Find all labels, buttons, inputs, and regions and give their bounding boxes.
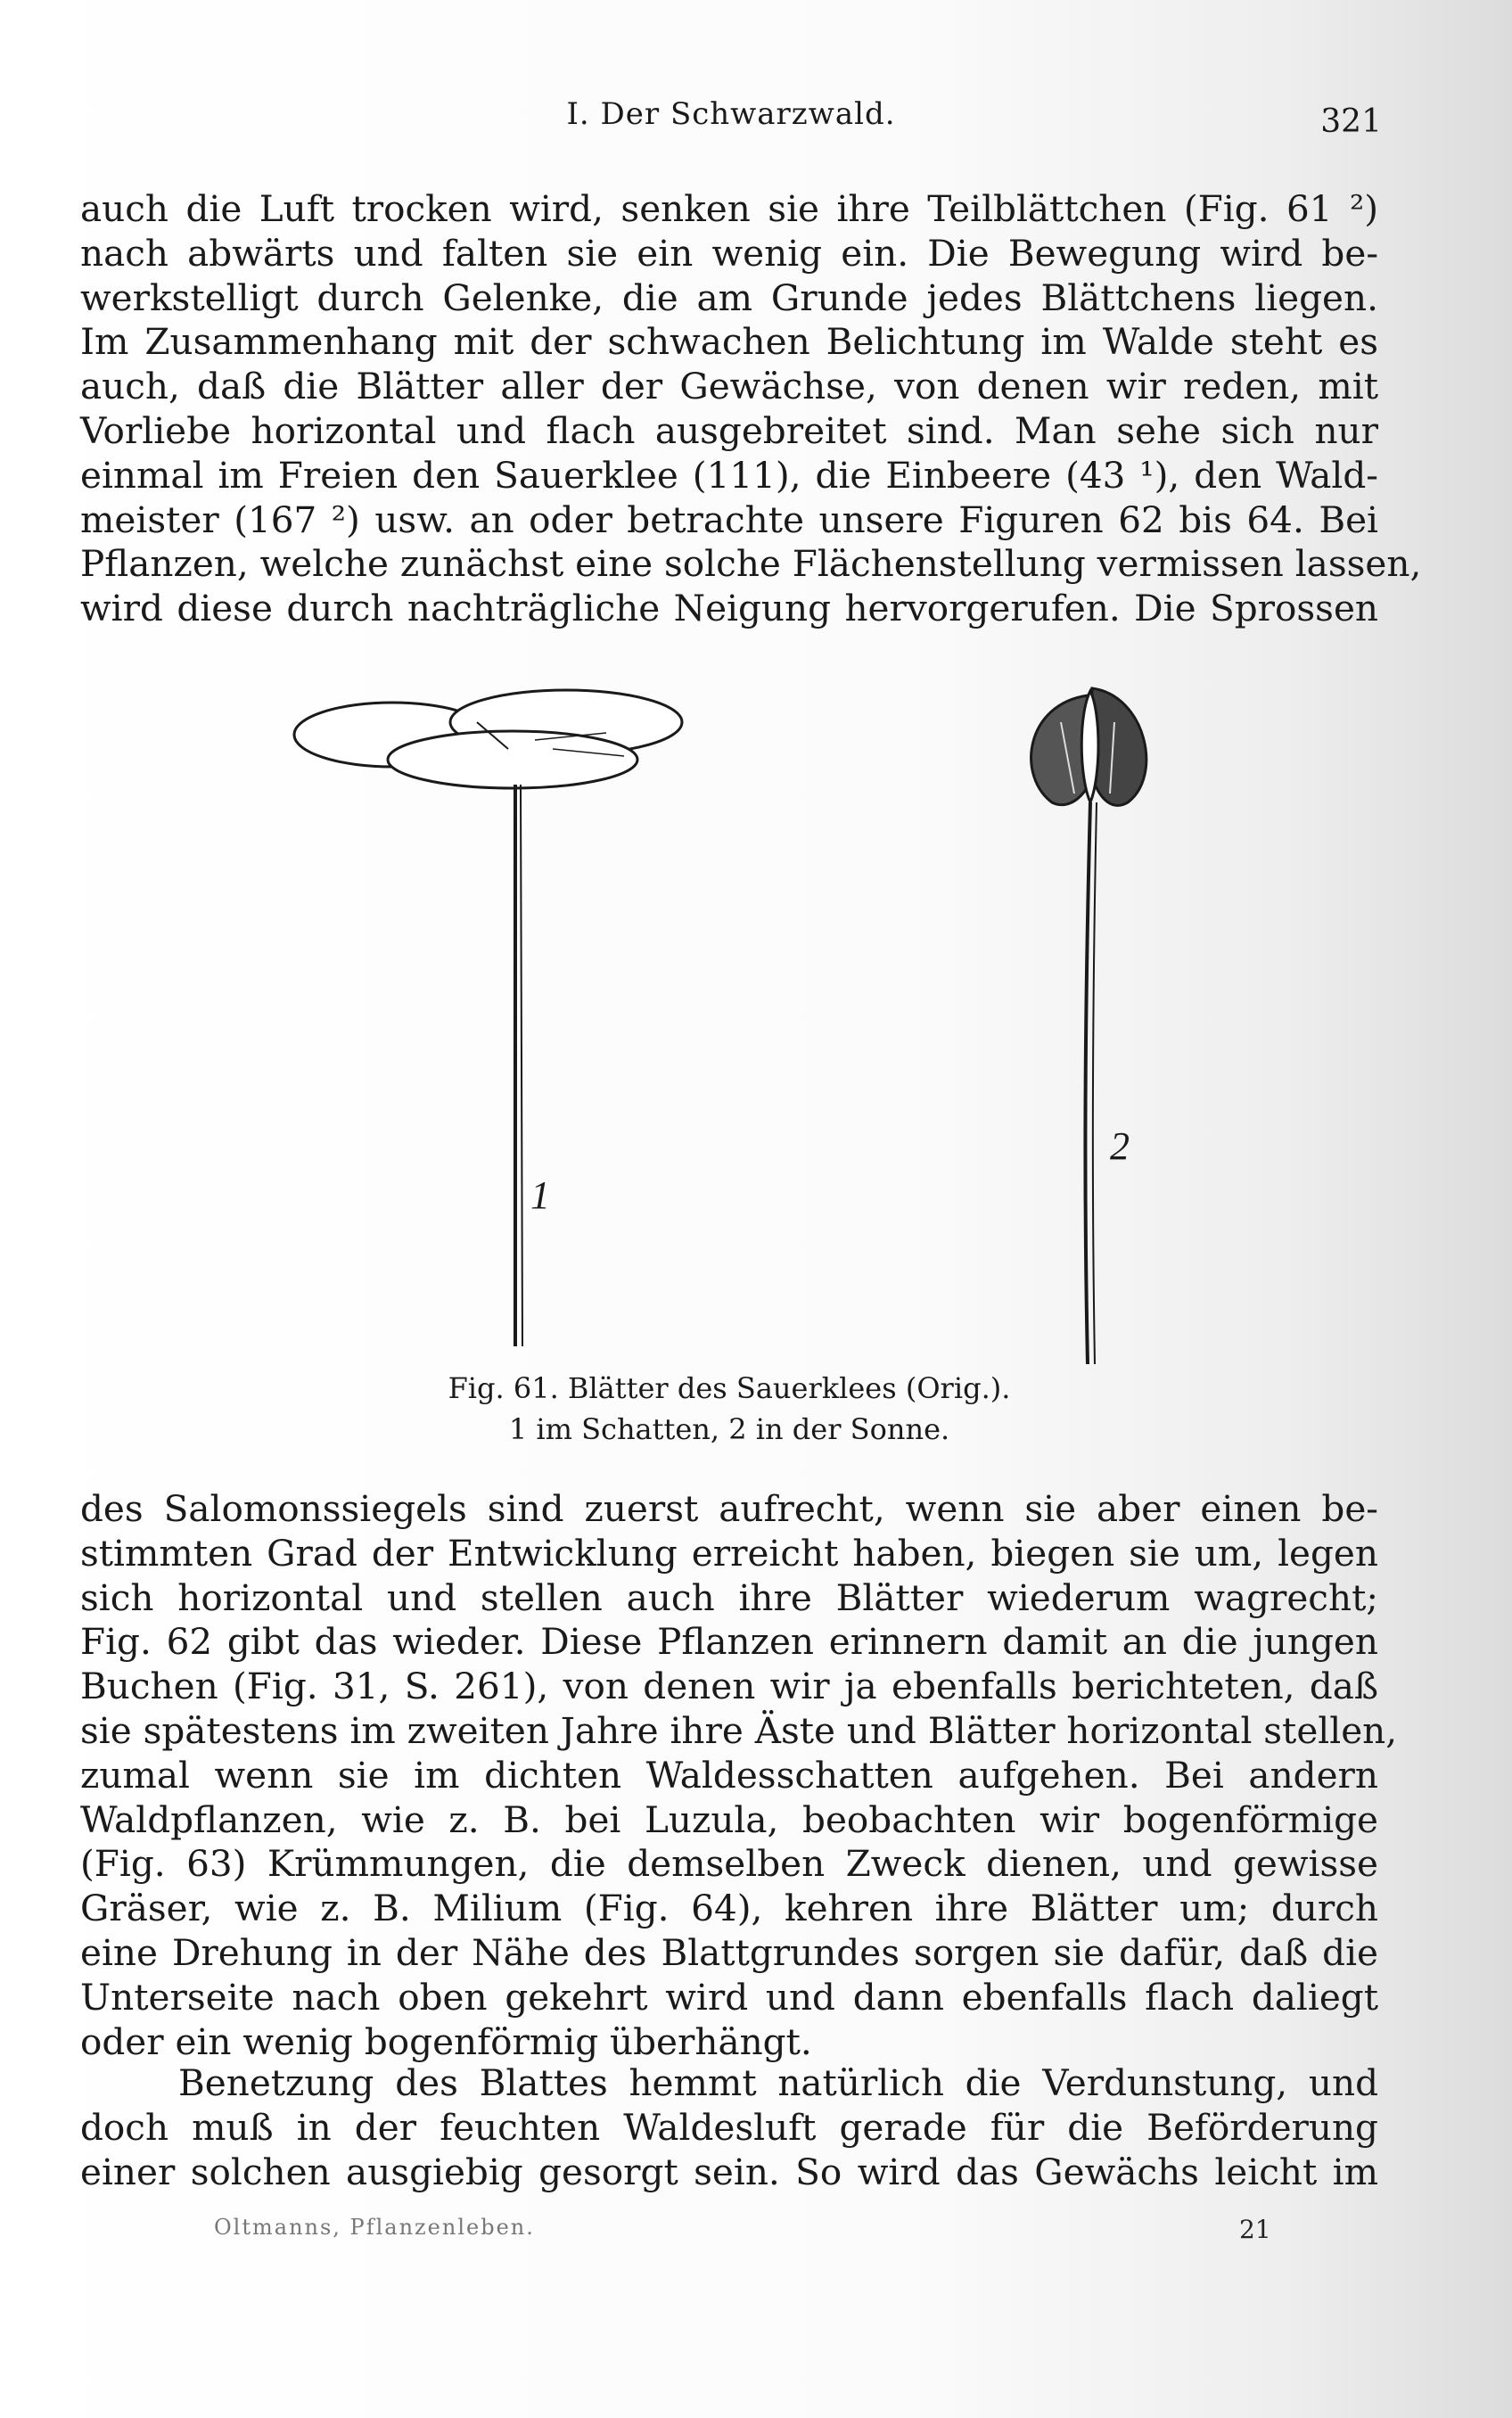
page-number: 321	[1320, 103, 1382, 140]
text-line: Waldpflanzen, wie z. B. bei Luzula, beobachten wir bogenförmige	[80, 1797, 1378, 1841]
signature-right: 21	[1239, 2215, 1271, 2244]
figure-sauerklee-illustration	[285, 660, 1266, 1373]
text-line: Buchen (Fig. 31, S. 261), von denen wir ja ebenfalls berichteten, daß	[80, 1665, 1378, 1708]
figure-caption	[80, 1368, 1378, 1450]
text-line: des Salomonssiegels sind zuerst aufrecht, wenn sie aber einen be-	[80, 1487, 1378, 1530]
paragraph-bottom	[80, 2061, 1378, 2194]
leaf-sun-illustration	[1031, 688, 1146, 1364]
text-line: Benetzung des Blattes hemmt natürlich die Verdunstung, und	[178, 2061, 1378, 2104]
figure-label-2: 2	[1110, 1124, 1130, 1168]
text-line: einmal im Freien den Sauerklee (111), die Einbeere (43 ¹), den Wald-	[80, 453, 1378, 497]
caption-line: Fig. 61. Blätter des Sauerklees (Orig.).	[448, 1371, 1011, 1405]
text-line: werkstelligt durch Gelenke, die am Grunde jedes Blättchens liegen.	[80, 276, 1378, 319]
text-line: auch, daß die Blätter aller der Gewächse, von denen wir reden, mit	[80, 365, 1378, 408]
text-line: zumal wenn sie im dichten Waldesschatten aufgehen. Bei andern	[80, 1753, 1378, 1797]
text-line: sie spätestens im zweiten Jahre ihre Äste und Blätter horizontal stellen,	[80, 1708, 1398, 1752]
caption-line: 1 im Schatten, 2 in der Sonne.	[508, 1412, 950, 1446]
running-title: I. Der Schwarzwald.	[566, 96, 896, 132]
paragraph-top	[80, 187, 1422, 631]
text-line: Pflanzen, welche zunächst eine solche Flächenstellung vermissen lassen,	[80, 542, 1422, 586]
text-line: Vorliebe horizontal und flach ausgebreitet sind. Man sehe sich nur	[80, 408, 1378, 452]
text-line: oder ein wenig bogenförmig überhängt.	[80, 2019, 812, 2063]
text-line: Im Zusammenhang mit der schwachen Belichtung im Walde steht es	[80, 320, 1378, 364]
text-line: Fig. 62 gibt das wieder. Diese Pflanzen erinnern damit an die jungen	[80, 1620, 1378, 1664]
text-line: nach abwärts und falten sie ein wenig ein. Die Bewegung wird be-	[80, 231, 1378, 275]
text-line: (Fig. 63) Krümmungen, die demselben Zweck dienen, und gewisse	[80, 1842, 1378, 1886]
text-line: Gräser, wie z. B. Milium (Fig. 64), kehren ihre Blätter um; durch	[80, 1887, 1378, 1930]
text-line: sich horizontal und stellen auch ihre Blätter wiederum wagrecht;	[80, 1575, 1378, 1619]
text-line: wird diese durch nachträgliche Neigung hervorgerufen. Die Sprossen	[80, 587, 1378, 630]
text-line: auch die Luft trocken wird, senken sie ihre Teilblättchen (Fig. 61 ²)	[80, 187, 1378, 230]
page-footer	[80, 2215, 1378, 2250]
text-line: Unterseite nach oben gekehrt wird und dann ebenfalls flach daliegt	[80, 1975, 1378, 2019]
text-line: meister (167 ²) usw. an oder betrachte unsere Figuren 62 bis 64. Bei	[80, 498, 1378, 541]
text-line: stimmten Grad der Entwicklung erreicht haben, biegen sie um, legen	[80, 1531, 1378, 1575]
text-line: doch muß in der feuchten Waldesluft gerade für die Beförderung	[80, 2105, 1378, 2149]
text-line: einer solchen ausgiebig gesorgt sein. So wird das Gewächs leicht im	[80, 2150, 1378, 2193]
figure-label-1: 1	[530, 1173, 550, 1217]
leaf-shade-illustration	[294, 690, 682, 1346]
signature-left: Oltmanns, Pflanzenleben.	[214, 2215, 535, 2240]
text-line: eine Drehung in der Nähe des Blattgrundes sorgen sie dafür, daß die	[80, 1930, 1378, 1974]
paragraph-middle	[80, 1487, 1398, 2064]
running-head	[80, 96, 1382, 150]
